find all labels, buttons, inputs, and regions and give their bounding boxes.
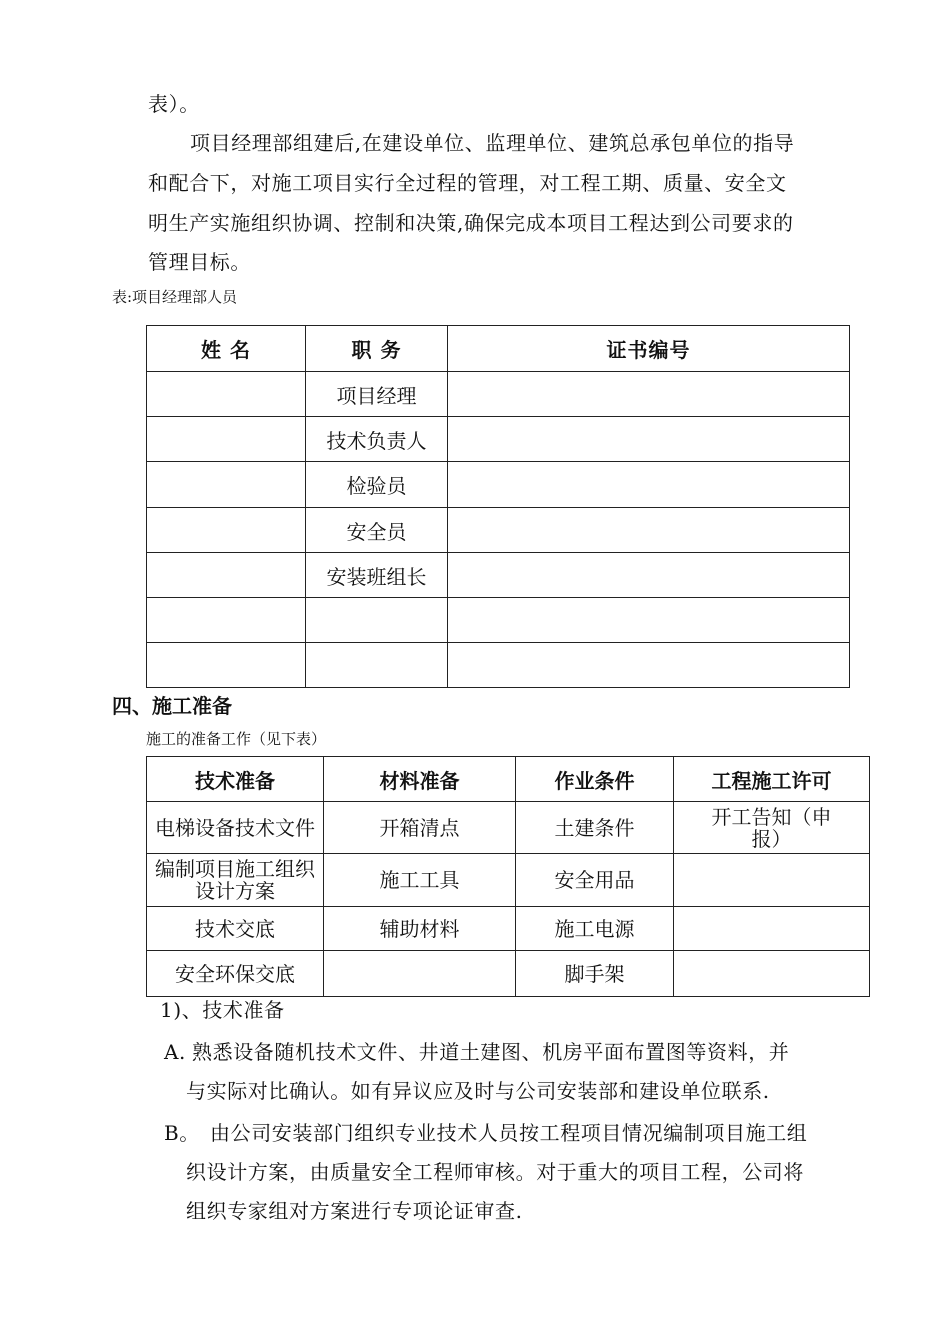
header-work-conditions: 作业条件 [516,757,674,802]
cell-conditions: 安全用品 [516,854,674,907]
staff-table [146,325,850,688]
table-row [147,854,870,907]
header-name: 姓 名 [147,326,306,372]
table-row [147,643,850,688]
prep-table-header-row [147,757,870,802]
cell-certificate [448,462,850,508]
prep-table [146,756,870,997]
table-row [147,462,850,508]
cell-certificate [448,553,850,598]
cell-permit: 开工告知（申报） [674,802,870,854]
intro-line-3: 明生产实施组织协调、控制和决策,确保完成本项目工程达到公司要求的 [148,211,794,235]
cell-tech: 安全环保交底 [147,951,324,997]
tech-prep-title: 1)、技术准备 [160,998,285,1022]
prep-table-caption: 施工的准备工作（见下表） [146,730,327,748]
item-b-line-1: 由公司安装部门组织专业技术人员按工程项目情况编制项目施工组 [210,1121,808,1145]
cell-certificate [448,417,850,462]
cell-name [147,372,306,417]
intro-line-4: 管理目标。 [148,250,251,274]
staff-table-header-row [147,326,850,372]
cell-permit [674,907,870,951]
table-row [147,372,850,417]
table-row [147,598,850,643]
cell-name [147,643,306,688]
header-tech-prep: 技术准备 [147,757,324,802]
cell-position: 检验员 [306,462,448,508]
cell-name [147,598,306,643]
cell-certificate [448,508,850,553]
intro-line-2: 和配合下，对施工项目实行全过程的管理，对工程工期、质量、安全文 [148,171,787,195]
cell-position: 项目经理 [306,372,448,417]
cell-name [147,462,306,508]
table-row [147,417,850,462]
staff-table-caption: 表:项目经理部人员 [112,288,238,306]
cell-permit [674,951,870,997]
cell-certificate [448,643,850,688]
cell-name [147,417,306,462]
cell-certificate [448,598,850,643]
cell-conditions: 脚手架 [516,951,674,997]
item-a-line-2: 与实际对比确认。如有异议应及时与公司安装部和建设单位联系. [186,1079,770,1103]
cell-position [306,598,448,643]
intro-line-0: 表）。 [148,92,200,116]
cell-material: 辅助材料 [324,907,516,951]
cell-tech: 技术交底 [147,907,324,951]
cell-tech: 编制项目施工组织设计方案 [147,854,324,907]
cell-position: 安装班组长 [306,553,448,598]
intro-line-1: 项目经理部组建后,在建设单位、监理单位、建筑总承包单位的指导 [190,131,795,155]
cell-material: 施工工具 [324,854,516,907]
cell-material [324,951,516,997]
cell-name [147,553,306,598]
item-b-label: B。 [164,1121,200,1145]
header-certificate-no: 证书编号 [448,326,850,372]
item-a-line-1: 熟悉设备随机技术文件、井道土建图、机房平面布置图等资料，并 [192,1040,790,1064]
item-b-line-2: 织设计方案，由质量安全工程师审核。对于重大的项目工程，公司将 [186,1160,804,1184]
section-heading: 四、施工准备 [112,694,232,718]
cell-tech: 电梯设备技术文件 [147,802,324,854]
cell-permit [674,854,870,907]
header-material-prep: 材料准备 [324,757,516,802]
cell-conditions: 施工电源 [516,907,674,951]
cell-certificate [448,372,850,417]
cell-conditions: 土建条件 [516,802,674,854]
cell-position [306,643,448,688]
table-row [147,508,850,553]
header-position: 职 务 [306,326,448,372]
cell-name [147,508,306,553]
header-construction-permit: 工程施工许可 [674,757,870,802]
cell-position: 安全员 [306,508,448,553]
item-a-label: A. [164,1040,187,1064]
table-row [147,802,870,854]
cell-position: 技术负责人 [306,417,448,462]
cell-material: 开箱清点 [324,802,516,854]
table-row [147,553,850,598]
table-row [147,907,870,951]
item-b-line-3: 组织专家组对方案进行专项论证审查. [186,1199,523,1223]
